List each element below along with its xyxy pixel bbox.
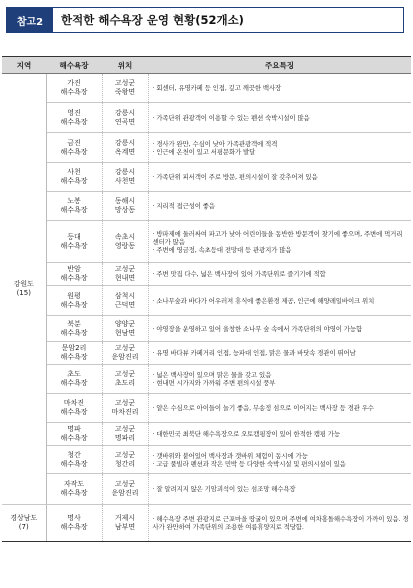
table-row <box>2 423 411 446</box>
feature-line: · 대한민국 최북단 해수욕장으로 오토캠핑장이 있어 한적한 캠핑 가능 <box>152 430 340 438</box>
table-row <box>2 192 411 221</box>
location-cell <box>102 263 148 286</box>
features-cell <box>148 163 411 192</box>
location-town: 근덕면 <box>114 300 136 309</box>
beach-suffix: 해수욕장 <box>60 434 88 442</box>
location-town: 현내면 <box>114 274 136 282</box>
beach-name: 가진 <box>67 79 81 88</box>
feature-line: · 방파제에 둘러싸여 파고가 낮아 어린이들을 동반한 방문객이 찾기에 좋으며, 주변에 먹거리 센터가 많음 <box>152 229 403 246</box>
section-header <box>6 7 404 33</box>
location-town: 영랑동 <box>114 241 136 250</box>
beach-name-cell <box>46 192 102 221</box>
beach-suffix: 해수욕장 <box>60 353 88 361</box>
beach-suffix: 해수욕장 <box>60 88 88 96</box>
beach-suffix: 해수욕장 <box>60 408 88 416</box>
table-row <box>2 286 411 316</box>
column-header: 해수욕장 <box>46 57 102 74</box>
feature-line: · 넓은 백사장이 있으며 맑은 물을 갖고 있음 <box>152 371 272 379</box>
table-row <box>2 474 411 505</box>
location-town: 명파리 <box>114 434 136 442</box>
location-county: 고성군 <box>114 265 136 274</box>
beach-suffix: 해수욕장 <box>60 328 88 337</box>
beach-name: 금진 <box>67 138 81 147</box>
feature-line: · 회센터, 유명카페 등 인접, 깊고 깨끗한 백사장 <box>152 84 282 92</box>
beach-name: 북분 <box>67 319 81 328</box>
features-cell <box>148 423 411 446</box>
table-row <box>2 133 411 163</box>
table-row <box>2 505 411 542</box>
features-cell <box>148 505 411 542</box>
column-header: 주요특징 <box>148 57 411 74</box>
region-count: (7) <box>18 523 29 531</box>
table-row <box>2 394 411 423</box>
beach-table <box>2 56 411 542</box>
beach-suffix: 해수욕장 <box>60 147 88 156</box>
beach-name-cell <box>46 365 102 394</box>
beach-name: 노봉 <box>67 197 81 206</box>
feature-line: · 경사가 완만, 수심이 낮아 가족관광객에 적격 <box>152 139 278 148</box>
features-cell <box>148 286 411 316</box>
feature-line: · 얕은 수심으로 아이들이 놀기 좋음, 무송정 섬으로 이어지는 백사장 등 경관 우수 <box>152 404 374 412</box>
features-cell <box>148 263 411 286</box>
features-cell <box>148 365 411 394</box>
location-cell <box>102 316 148 342</box>
table-row <box>2 263 411 286</box>
beach-name: 등대 <box>67 232 81 241</box>
beach-name: 명파 <box>67 425 81 434</box>
location-county: 동해시 <box>114 197 136 206</box>
beach-suffix: 해수욕장 <box>60 459 88 468</box>
table-row <box>2 342 411 365</box>
region-name: 경상남도 <box>10 514 38 523</box>
location-town: 옥계면 <box>114 147 136 156</box>
beach-suffix: 해수욕장 <box>60 489 88 497</box>
table-header-row <box>2 57 411 74</box>
location-cell <box>102 74 148 103</box>
feature-line: · 가족단위 피서객이 주로 방문, 편의시설이 잘 갖추어져 있음 <box>152 173 318 181</box>
location-county: 고성군 <box>114 399 136 408</box>
location-county: 강릉시 <box>114 138 136 147</box>
beach-name-cell <box>46 163 102 192</box>
beach-name: 사천 <box>67 168 81 177</box>
table-row <box>2 316 411 342</box>
feature-line: · 지리적 접근성이 좋음 <box>152 202 215 210</box>
features-cell <box>148 342 411 365</box>
beach-name-cell <box>46 423 102 446</box>
location-county: 강릉시 <box>114 168 136 177</box>
beach-name-cell <box>46 263 102 286</box>
table-row <box>2 74 411 103</box>
location-county: 삼척시 <box>114 291 136 300</box>
column-header: 위치 <box>102 57 148 74</box>
location-cell <box>102 394 148 423</box>
beach-name: 초도 <box>67 370 81 379</box>
beach-name-cell <box>46 505 102 542</box>
feature-line: · 고급 풀빌라 펜션과 작은 민박 등 다양한 숙박시설 및 편의시설이 있음 <box>152 459 346 468</box>
location-county: 고성군 <box>114 79 136 88</box>
beach-name-cell <box>46 103 102 133</box>
location-county: 고성군 <box>114 450 136 459</box>
beach-name-cell <box>46 286 102 316</box>
beach-name: 명사 <box>67 514 81 523</box>
region-name: 강원도 <box>13 280 34 289</box>
location-county: 양양군 <box>114 319 136 328</box>
column-header: 지역 <box>2 57 46 74</box>
location-cell <box>102 286 148 316</box>
features-cell <box>148 446 411 474</box>
location-cell <box>102 505 148 542</box>
table-body <box>2 74 411 542</box>
beach-name-cell <box>46 394 102 423</box>
location-town: 연곡면 <box>114 117 136 126</box>
region-count: (15) <box>16 289 31 297</box>
location-town: 마차진리 <box>111 408 139 416</box>
beach-name-cell <box>46 474 102 505</box>
location-cell <box>102 103 148 133</box>
location-county: 고성군 <box>114 344 136 353</box>
feature-line: · 주변에 영금정, 속초등대 전망대 등 관광지가 많음 <box>152 245 292 254</box>
reference-badge: 참고2 <box>7 8 53 32</box>
features-cell <box>148 74 411 103</box>
feature-line: · 소나무숲과 바다가 어우러져 휴식에 좋은환경 제공, 인근에 해양레일바이크 위치 <box>152 296 375 305</box>
feature-line: · 해수욕장 주변 관광지로 근포마을 땅굴이 있으며 주변에 여차홍돌해수욕장이 가까이 있음. 경사가 완만하여 가족단위의 조용한 여름휴양지로 적당함. <box>152 515 409 531</box>
table-row <box>2 163 411 192</box>
beach-suffix: 해수욕장 <box>60 300 88 309</box>
beach-name: 원평 <box>67 291 81 300</box>
location-town: 남부면 <box>114 523 136 531</box>
location-town: 망상동 <box>114 206 136 214</box>
location-town: 죽왕면 <box>114 88 136 96</box>
location-town: 사천면 <box>114 177 136 185</box>
beach-name-cell <box>46 74 102 103</box>
feature-line: · 갯바위와 붙어있어 백사장과 갯바위 체험이 동시에 가능 <box>152 451 308 460</box>
location-cell <box>102 423 148 446</box>
beach-suffix: 해수욕장 <box>60 117 88 126</box>
beach-name-cell <box>46 446 102 474</box>
location-cell <box>102 474 148 505</box>
feature-line: · 가족단위 관광객이 이용할 수 있는 펜션 숙박시설이 많음 <box>152 113 310 122</box>
location-cell <box>102 192 148 221</box>
location-cell <box>102 342 148 365</box>
beach-name: 마차진 <box>63 399 85 408</box>
features-cell <box>148 103 411 133</box>
features-cell <box>148 221 411 263</box>
location-cell <box>102 365 148 394</box>
location-town: 초도리 <box>114 379 136 387</box>
table-row <box>2 365 411 394</box>
features-cell <box>148 192 411 221</box>
beach-suffix: 해수욕장 <box>60 523 88 531</box>
beach-name-cell <box>46 133 102 163</box>
location-cell <box>102 221 148 263</box>
location-cell <box>102 133 148 163</box>
location-town: 청간리 <box>114 459 136 468</box>
beach-suffix: 해수욕장 <box>60 206 88 214</box>
location-county: 속초시 <box>114 232 136 241</box>
beach-suffix: 해수욕장 <box>60 177 88 185</box>
location-county: 고성군 <box>114 480 136 489</box>
location-town: 현남면 <box>114 328 136 337</box>
features-cell <box>148 394 411 423</box>
page-title: 한적한 해수욕장 운영 현황(52개소) <box>61 13 244 27</box>
beach-suffix: 해수욕장 <box>60 241 88 250</box>
beach-name-cell <box>46 316 102 342</box>
features-cell <box>148 474 411 505</box>
feature-line: · 주변 맛집 다수, 넓은 백사장이 있어 가족단위로 즐기기에 적합 <box>152 270 326 278</box>
beach-name: 자작도 <box>63 480 85 489</box>
beach-name: 청간 <box>67 450 81 459</box>
beach-name-cell <box>46 342 102 365</box>
location-cell <box>102 163 148 192</box>
feature-line: · 인근에 온천이 있고 서핑문화가 발달 <box>152 147 256 156</box>
region-cell <box>2 74 46 505</box>
beach-suffix: 해수욕장 <box>60 274 88 282</box>
beach-name: 영진 <box>67 108 81 117</box>
beach-name: 반암 <box>67 265 81 274</box>
table-row <box>2 103 411 133</box>
location-county: 거제시 <box>114 514 136 523</box>
beach-suffix: 해수욕장 <box>60 379 88 387</box>
feature-line: · 야영장을 운영하고 있어 울창한 소나무 숲 속에서 가족단위의 야영이 가능함 <box>152 324 363 333</box>
feature-line: · 잘 알려지지 않은 기암괴석이 있는 섬조망 해수욕장 <box>152 485 296 493</box>
location-county: 강릉시 <box>114 108 136 117</box>
table-row <box>2 221 411 263</box>
region-cell <box>2 505 46 542</box>
table-row <box>2 446 411 474</box>
location-cell <box>102 446 148 474</box>
location-town: 운암진리 <box>111 353 139 361</box>
beach-name: 문암2리 <box>61 344 87 353</box>
location-county: 고성군 <box>114 370 136 379</box>
location-town: 운암진리 <box>111 489 139 497</box>
features-cell <box>148 133 411 163</box>
features-cell <box>148 316 411 342</box>
feature-line: · 현내면 시가지와 가까워 주변 편의시설 풍부 <box>152 379 276 387</box>
feature-line: · 유명 바다뷰 카페거리 인접, 능파대 인접, 맑은 물과 바닷속 경관이 뛰어남 <box>152 349 356 357</box>
beach-name-cell <box>46 221 102 263</box>
location-county: 고성군 <box>114 425 136 434</box>
